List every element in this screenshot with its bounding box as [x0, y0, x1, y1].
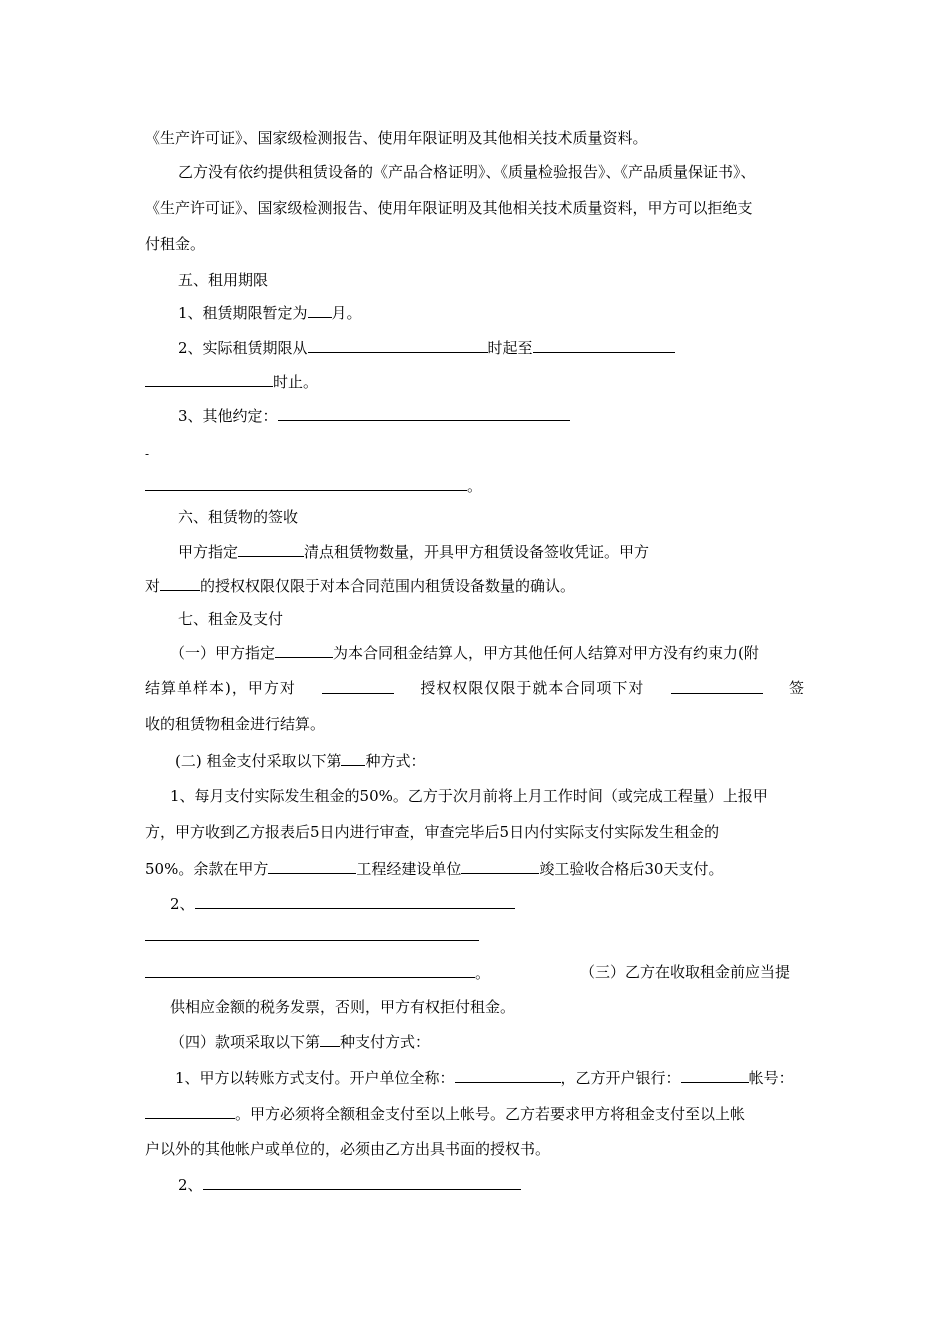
blank-field — [145, 962, 475, 978]
blank-field — [238, 541, 304, 557]
text-line: 方，甲方收到乙方报表后5日内进行审查，审查完毕后5日内付实际支付实际发生租金的 — [145, 823, 720, 841]
text-span: （四）款项采取以下第 — [170, 1033, 321, 1051]
text-span: ，乙方开户银行： — [560, 1069, 681, 1087]
blank-field — [160, 575, 200, 591]
section-heading: 七、租金及支付 — [178, 610, 284, 628]
text-span: 时起至 — [487, 339, 533, 357]
text-span: 对 — [145, 577, 161, 595]
text-span: 授权权限仅限于就本合同项下对 — [420, 679, 645, 697]
text-span: 的授权权限仅限于对本合同范围内租赁设备数量的确认。 — [200, 577, 576, 595]
blank-field — [308, 302, 332, 318]
text-span: 3、其他约定： — [178, 407, 278, 425]
blank-field — [145, 1103, 235, 1119]
text-line: 《生产许可证》、国家级检测报告、使用年限证明及其他相关技术质量资料。 — [145, 129, 648, 147]
text-span: 竣工验收合格后30天支付。 — [539, 860, 724, 878]
text-line — [145, 1103, 745, 1124]
text-line: 收的租赁物租金进行结算。 — [145, 715, 326, 733]
text-line — [145, 962, 490, 983]
text-line — [178, 337, 675, 358]
text-span: 工程经建设单位 — [356, 860, 462, 878]
text-span: 。甲方必须将全额租金支付至以上帐号。乙方若要求甲方将租金支付至以上帐 — [235, 1105, 746, 1123]
blank-field — [533, 337, 675, 353]
text-line — [145, 475, 482, 496]
blank-field — [195, 893, 515, 909]
blank-field — [455, 1067, 561, 1083]
text-span: 结算单样本)，甲方对 — [145, 679, 296, 697]
blank-field — [320, 1031, 340, 1047]
text-line: 付租金。 — [145, 235, 206, 253]
text-span: (二) 租金支付采取以下第 — [175, 752, 342, 770]
text-line — [178, 405, 570, 426]
text-span: 帐号： — [748, 1069, 794, 1087]
blank-field — [203, 1174, 521, 1190]
text-line — [170, 893, 515, 914]
blank-field — [308, 337, 488, 353]
text-line — [170, 1031, 430, 1052]
text-span: 1、租赁期限暂定为 — [178, 304, 308, 322]
text-line: 乙方没有依约提供租赁设备的《产品合格证明》、《质量检验报告》、《产品质量保证书》、 — [178, 163, 756, 181]
text-span: 50%。余款在甲方 — [145, 860, 269, 878]
text-line: 供相应金额的税务发票，否则，甲方有权拒付租金。 — [170, 998, 516, 1016]
stray-mark: - — [145, 447, 150, 461]
section-heading: 五、租用期限 — [178, 271, 269, 289]
text-line: 1、每月支付实际发生租金的50%。乙方于次月前将上月工作时间（或完成工程量）上报甲 — [170, 787, 768, 805]
blank-field — [278, 405, 570, 421]
text-span: 2、 — [178, 1176, 203, 1194]
section-heading: 六、租赁物的签收 — [178, 508, 299, 526]
text-span: 清点租赁物数量，开具甲方租赁设备签收凭证。甲方 — [304, 543, 650, 561]
text-line — [145, 575, 575, 596]
text-span: 2、实际租赁期限从 — [178, 339, 308, 357]
blank-field — [275, 642, 333, 658]
blank-line — [145, 940, 479, 941]
text-span: 2、 — [170, 895, 195, 913]
text-span: 为本合同租金结算人，甲方其他任何人结算对甲方没有约束力(附 — [333, 644, 759, 662]
text-span: 。 — [467, 477, 483, 495]
text-span: 时止。 — [273, 373, 319, 391]
text-line — [175, 750, 426, 771]
text-line — [178, 1174, 521, 1195]
text-line — [175, 1067, 794, 1088]
blank-field — [145, 475, 467, 491]
text-span: 甲方指定 — [178, 543, 239, 561]
text-span: （一）甲方指定 — [170, 644, 276, 662]
text-span: 1、甲方以转账方式支付。开户单位全称： — [175, 1069, 455, 1087]
text-line — [170, 642, 759, 663]
text-span: 月。 — [331, 304, 362, 322]
blank-field — [681, 1067, 749, 1083]
text-span: 种支付方式： — [340, 1033, 431, 1051]
blank-field — [671, 678, 763, 694]
text-span: 。 — [475, 964, 491, 982]
blank-field — [322, 678, 394, 694]
text-line — [178, 302, 362, 323]
blank-field — [341, 750, 365, 766]
text-span: 签 — [788, 679, 805, 697]
blank-field — [268, 858, 356, 874]
text-line — [145, 371, 318, 392]
text-line: 《生产许可证》、国家级检测报告、使用年限证明及其他相关技术质量资料，甲方可以拒绝支 — [145, 199, 753, 217]
text-span: 种方式： — [365, 752, 426, 770]
text-line: 户以外的其他帐户或单位的，必须由乙方出具书面的授权书。 — [145, 1140, 551, 1158]
text-line: （三）乙方在收取租金前应当提 — [580, 963, 791, 981]
blank-field — [461, 858, 539, 874]
text-line — [145, 858, 723, 879]
text-line — [178, 541, 649, 562]
blank-field — [145, 371, 273, 387]
text-line — [145, 678, 805, 698]
